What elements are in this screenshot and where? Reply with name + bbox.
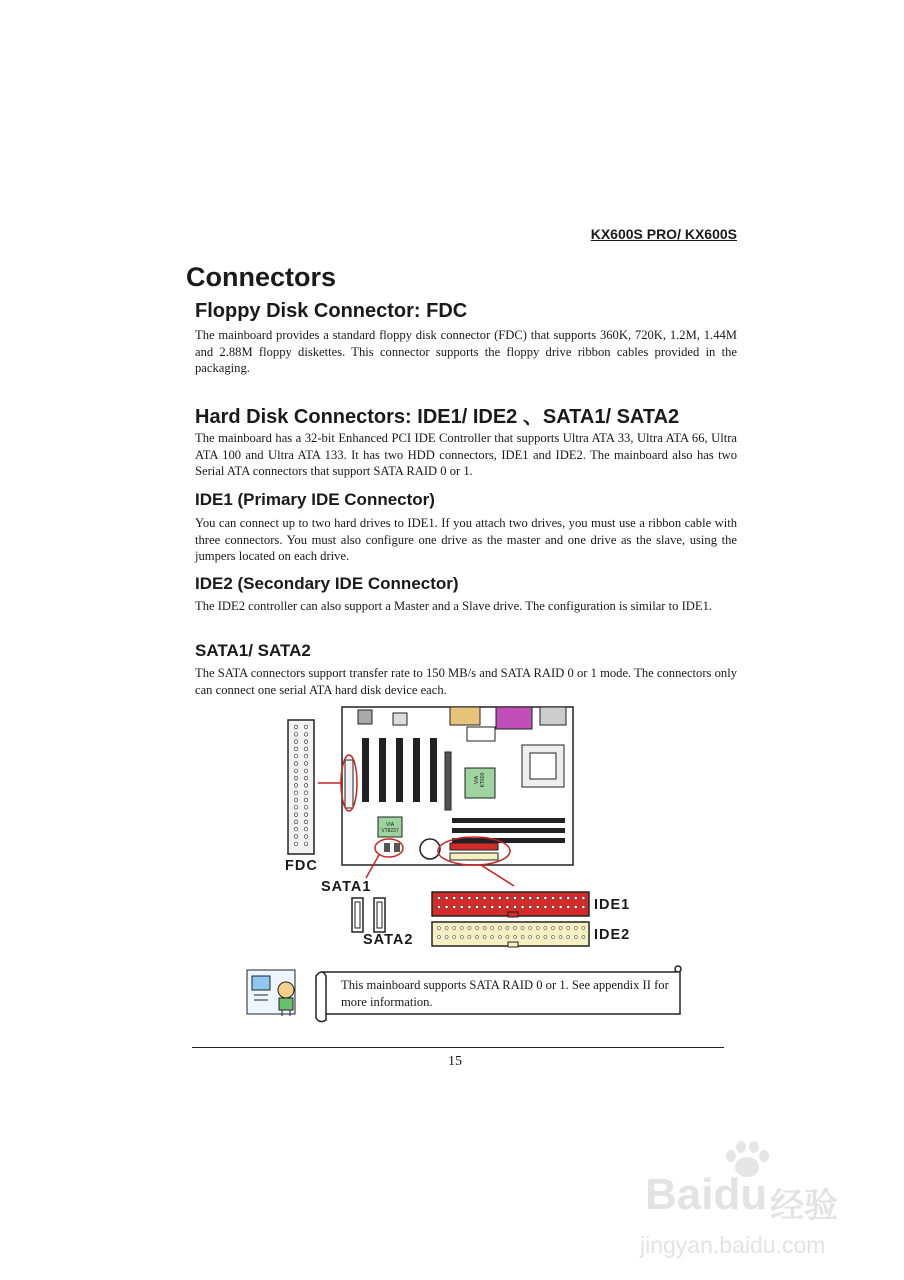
ide-pin [468,896,471,899]
ide-pin [559,905,562,908]
ide-pin [521,935,524,938]
note-text: This mainboard supports SATA RAID 0 or 1. See appendix II for more information. [341,978,669,1009]
ide-pin [513,926,516,929]
ide-pin [544,896,547,899]
ide-pin [506,905,509,908]
ide-pin [453,935,456,938]
ide-pin [468,926,471,929]
fdc-pin [294,827,298,831]
baidu-watermark [640,1140,860,1270]
north-bridge-label: VIA KT600 [474,772,486,788]
ide-pin [513,905,516,908]
fdc-pin [304,835,308,839]
fdc-pin [294,842,298,846]
ide-pin [506,926,509,929]
fdc-pin [304,754,308,758]
ide-pin [437,896,440,899]
ide-pin [453,896,456,899]
ide-pin [498,896,501,899]
ide-pin [567,926,570,929]
ide-pin [567,935,570,938]
fdc-pin [304,842,308,846]
fdc-pin [294,740,298,744]
ide-pin [445,926,448,929]
model-header: KX600S PRO/ KX600S [590,226,737,242]
ide-pin [460,896,463,899]
ide-pin [544,905,547,908]
ide2-paragraph: The IDE2 controller can also support a Master and a Slave drive. The configuration is similar to IDE1. [195,599,713,613]
ide-pin [491,905,494,908]
ide-pin [567,896,570,899]
fdc-pin [294,725,298,729]
ide-pin [529,896,532,899]
fdc-label: FDC [285,858,318,874]
ide-pin [506,935,509,938]
fdc-pin [294,784,298,788]
ide-pin [475,896,478,899]
ide-pin [491,896,494,899]
ide-pin [574,896,577,899]
ide-pin [437,935,440,938]
fdc-pin [304,762,308,766]
ide-pin [445,935,448,938]
ide-connector-drawing [432,892,589,947]
watermark-url: jingyan.baidu.com [640,1232,826,1258]
ide-pin [529,926,532,929]
ide-pin [582,935,585,938]
footer-rule [192,1047,724,1048]
fdc-pin [294,813,298,817]
ide-pin [460,926,463,929]
ide-pin [551,905,554,908]
fdc-pin [294,806,298,810]
ide-pin [460,905,463,908]
fdc-pin [304,733,308,737]
ide-pin [567,905,570,908]
ide-pin [483,935,486,938]
ide-pin [498,926,501,929]
ide-pin [521,896,524,899]
fdc-pin [294,820,298,824]
fdc-pin [304,725,308,729]
fdc-pin [304,820,308,824]
fdc-pin [304,827,308,831]
ide-pin [445,896,448,899]
page-number: 15 [448,1054,462,1069]
fdc-pin [294,798,298,802]
ide-pin [460,935,463,938]
fdc-pin [304,784,308,788]
sata-connector-drawing [352,898,385,932]
ide-pin [544,926,547,929]
sata1-label: SATA1 [321,879,372,895]
fdc-pin [294,762,298,766]
ide-pin [506,896,509,899]
ide-pin [536,905,539,908]
fdc-pin [304,798,308,802]
ide-pin [521,926,524,929]
ide-pin [574,935,577,938]
ide-pin [551,926,554,929]
fdc-connector-drawing [288,720,314,854]
fdc-pin [294,791,298,795]
south-bridge-label: VIA VT8237 [381,822,399,834]
fdc-pin [294,754,298,758]
fdc-pin [294,776,298,780]
fdc-paragraph: The mainboard provides a standard floppy disk connector (FDC) that supports 360K, 720K, 1.2M, 1.44M and 2.88M floppy diskettes. This connector supports the floppy drive ribbon cables provided in the packaging. [195,328,737,376]
ide1-label: IDE1 [594,897,631,913]
sata-heading: SATA1/ SATA2 [195,641,311,660]
ide-pin [498,905,501,908]
ide-pin [574,905,577,908]
ide-pin [536,896,539,899]
ide-pin [445,905,448,908]
fdc-pin [304,747,308,751]
ide2-label: IDE2 [594,927,631,943]
hdd-paragraph: The mainboard has a 32-bit Enhanced PCI IDE Controller that supports Ultra ATA 33, Ultra ATA 66, Ultra ATA 100 and Ultra ATA 133. It has two HDD connectors, IDE1 and IDE2. The mainboard also has two Serial ATA connectors that support SATA RAID 0 or 1. [195,431,737,479]
ide-pin [559,896,562,899]
ide-pin [491,935,494,938]
ide-pin [559,926,562,929]
fdc-pin [294,747,298,751]
ide-pin [574,926,577,929]
ide-pin [453,905,456,908]
ide-pin [551,935,554,938]
ide1-heading: IDE1 (Primary IDE Connector) [195,490,435,509]
ide-pin [437,905,440,908]
sata2-label: SATA2 [363,932,414,948]
fdc-pin [304,806,308,810]
fdc-heading: Floppy Disk Connector: FDC [195,300,468,322]
ide-pin [498,935,501,938]
watermark-brand-cn: 经验 [770,1187,838,1225]
ide-pin [559,935,562,938]
ide-pin [483,926,486,929]
ide-pin [529,935,532,938]
fdc-pin [294,835,298,839]
fdc-pin [294,733,298,737]
ide-pin [536,935,539,938]
fdc-pin [294,769,298,773]
ide-pin [513,935,516,938]
ide-pin [453,926,456,929]
fdc-pin [304,813,308,817]
ide-pin [529,905,532,908]
fdc-pin [304,740,308,744]
ide-pin [521,905,524,908]
ide-pin [468,905,471,908]
ide1-paragraph: You can connect up to two hard drives to IDE1. If you attach two drives, you must use a ribbon cable with three connectors. You must also configure one drive as the master and one drive as the slave, using the jumpers located on each drive. [195,516,737,564]
reader-with-book-icon [247,970,295,1016]
ide2-heading: IDE2 (Secondary IDE Connector) [195,574,459,593]
ide-pin [551,896,554,899]
motherboard-drawing [342,707,573,865]
ide-pin [491,926,494,929]
ide-pin [536,926,539,929]
sata-paragraph: The SATA connectors support transfer rate to 150 MB/s and SATA RAID 0 or 1 mode. The connectors only can connect one serial ATA hard disk device each. [195,666,737,697]
ide-pin [544,935,547,938]
ide-pin [582,926,585,929]
ide-pin [475,905,478,908]
fdc-pin [304,776,308,780]
page-title: Connectors [186,262,337,292]
ide-pin [483,896,486,899]
ide-pin [483,905,486,908]
fdc-pin [304,791,308,795]
ide-pin [582,905,585,908]
ide-pin [437,926,440,929]
ide-pin [475,926,478,929]
ide-pin [582,896,585,899]
ide-pin [468,935,471,938]
ide-pin [513,896,516,899]
ide-pin [475,935,478,938]
watermark-brand: Baidu [645,1170,768,1219]
hdd-heading: Hard Disk Connectors: IDE1/ IDE2 、SATA1/ SATA2 [195,406,680,428]
fdc-pin [304,769,308,773]
